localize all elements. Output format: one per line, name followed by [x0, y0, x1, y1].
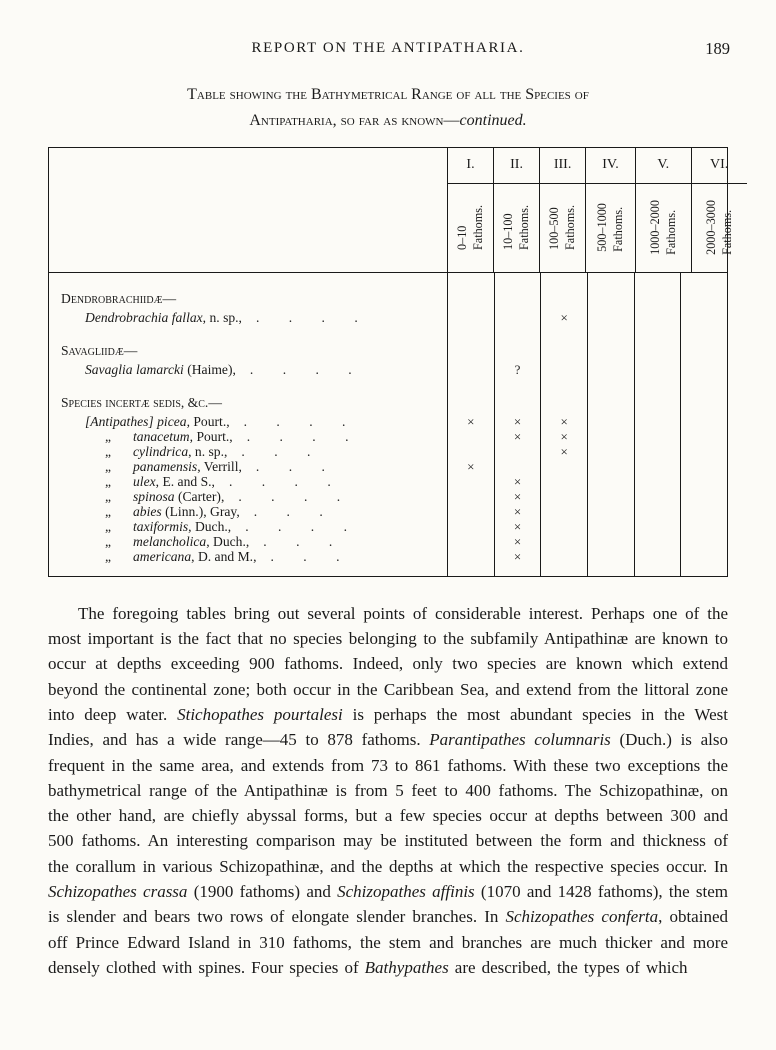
dot-leader: . . . . — [246, 428, 349, 444]
mark-cell — [587, 414, 634, 429]
paragraph-run: is perhaps the most abundant species in the West Indies, and has a wide range—45 to 878 fathoms. — [48, 704, 728, 750]
species-row — [49, 362, 727, 377]
ditto-mark: „ — [105, 488, 112, 504]
column-depth-cell — [585, 184, 635, 272]
species-cell — [49, 362, 447, 377]
mark-cell: × — [494, 429, 541, 444]
mark-cell: × — [494, 414, 541, 429]
mark-cell — [587, 273, 634, 310]
mark-cell — [634, 459, 681, 474]
depth-range: 100–500 — [547, 207, 562, 251]
mark-cell: × — [494, 519, 541, 534]
mark-cell — [680, 414, 727, 429]
species-column-header — [49, 148, 447, 272]
mark-cell — [680, 362, 727, 377]
column-numeral: IV. — [585, 148, 635, 184]
mark-cell — [447, 362, 494, 377]
ditto-mark: „ — [105, 518, 112, 534]
mark-cell — [587, 474, 634, 489]
paragraph-run: The foregoing tables bring out several points of considerable interest. Perhaps one of the most important is the fact that no species belonging to the subfamily Antipathinæ are known to occur at depths exceeding 900 fathoms. Indeed, only two species are known which extend beyond the continental zone; both occur in the Caribbean Sea, and extend from the littoral zone into deep water. — [48, 603, 728, 724]
species-authority: , E. and S., — [155, 473, 215, 489]
species-authority: (Haime), — [183, 361, 236, 377]
mark-cell — [447, 489, 494, 504]
mark-cell — [540, 504, 587, 519]
mark-cell — [680, 429, 727, 444]
species-name: spinosa — [133, 488, 175, 504]
paragraph-run: Stichopathes pourtalesi — [177, 704, 343, 724]
dot-leader: . . . . — [249, 361, 352, 377]
table-caption-line2 — [48, 108, 728, 134]
column-depth-label — [703, 200, 736, 255]
species-row — [49, 504, 727, 519]
mark-cell: × — [494, 474, 541, 489]
mark-cell — [680, 564, 727, 576]
mark-cell — [634, 325, 681, 362]
species-row — [49, 474, 727, 489]
mark-cell — [634, 429, 681, 444]
species-cell — [49, 310, 447, 325]
species-name: cylindrica — [133, 443, 189, 459]
mark-cell — [680, 519, 727, 534]
column-depth-label — [500, 205, 533, 250]
mark-cell — [587, 534, 634, 549]
mark-cell: × — [494, 549, 541, 564]
species-row — [49, 534, 727, 549]
column-depth-cell — [447, 184, 493, 272]
mark-cell — [447, 310, 494, 325]
paragraph-run: are described, the types of which — [448, 957, 688, 977]
mark-cell — [447, 325, 494, 362]
mark-cell — [634, 519, 681, 534]
species-row — [49, 489, 727, 504]
species-authority: (Carter), — [174, 488, 225, 504]
species-name: americana — [133, 548, 192, 564]
paragraph-run: Bathypathes — [364, 957, 449, 977]
page-title: REPORT ON THE ANTIPATHARIA. — [251, 40, 525, 56]
mark-cell — [587, 362, 634, 377]
table-caption-line2-text: Antipatharia, so far as known— — [249, 112, 460, 130]
mark-cell — [680, 534, 727, 549]
mark-cell — [680, 549, 727, 564]
column-depth-label — [594, 203, 627, 252]
mark-cell — [494, 444, 541, 459]
table-filler-row — [49, 564, 727, 576]
dot-leader: . . . — [241, 443, 311, 459]
mark-cell — [540, 362, 587, 377]
ditto-mark: „ — [105, 443, 112, 459]
mark-cell — [540, 534, 587, 549]
mark-cell — [494, 459, 541, 474]
species-name: tanacetum — [133, 428, 190, 444]
mark-cell — [447, 474, 494, 489]
mark-cell — [634, 489, 681, 504]
column-depth-cell — [493, 184, 539, 272]
dot-leader: . . . . — [255, 309, 358, 325]
species-cell — [49, 534, 447, 549]
mark-cell — [447, 273, 494, 310]
mark-cell — [634, 273, 681, 310]
column-numeral: II. — [493, 148, 539, 184]
mark-cell — [680, 489, 727, 504]
mark-cell — [447, 519, 494, 534]
species-cell — [49, 444, 447, 459]
mark-cell: × — [447, 459, 494, 474]
mark-cell — [540, 564, 587, 576]
mark-cell — [634, 504, 681, 519]
mark-cell: ? — [494, 362, 541, 377]
species-cell — [49, 474, 447, 489]
mark-cell — [494, 377, 541, 414]
mark-cell — [587, 377, 634, 414]
mark-cell — [634, 377, 681, 414]
column-depth-label — [546, 205, 579, 250]
table-body — [49, 273, 727, 576]
mark-cell — [447, 377, 494, 414]
column-numeral: V. — [635, 148, 691, 184]
paragraph-run: , obtained off Prince Edward Island in 310 fathoms, the stem and branches are much thicker and more densely clothed with spines. Four species of — [48, 907, 728, 977]
mark-cell — [587, 325, 634, 362]
column-numeral: VI. — [691, 148, 747, 184]
species-authority: , D. and M., — [191, 548, 257, 564]
mark-cell — [447, 564, 494, 576]
dot-leader: . . . — [253, 503, 323, 519]
mark-cell — [634, 414, 681, 429]
dot-leader: . . . . — [238, 488, 341, 504]
species-name: ulex — [133, 473, 156, 489]
ditto-mark: „ — [105, 473, 112, 489]
mark-cell — [587, 310, 634, 325]
species-name: [Antipathes] picea — [85, 413, 187, 429]
depth-range: 2000–3000 — [703, 200, 718, 256]
dot-leader: . . . — [263, 533, 333, 549]
species-row — [49, 414, 727, 429]
species-authority: , Verrill, — [197, 458, 242, 474]
dot-leader: . . . . — [228, 473, 331, 489]
column-depth-cell — [635, 184, 691, 272]
mark-cell — [587, 489, 634, 504]
species-row — [49, 444, 727, 459]
mark-cell — [680, 377, 727, 414]
mark-cell — [680, 504, 727, 519]
section-heading-row — [49, 273, 727, 310]
species-name: taxiformis — [133, 518, 189, 534]
species-cell — [49, 489, 447, 504]
mark-cell — [540, 549, 587, 564]
species-cell — [49, 549, 447, 564]
ditto-mark: „ — [105, 548, 112, 564]
mark-cell — [587, 444, 634, 459]
species-authority: (Linn.), Gray, — [161, 503, 240, 519]
species-row — [49, 549, 727, 564]
ditto-mark: „ — [105, 533, 112, 549]
mark-cell: × — [494, 489, 541, 504]
species-name: panamensis — [133, 458, 198, 474]
mark-cell — [540, 474, 587, 489]
mark-cell — [587, 519, 634, 534]
mark-cell: × — [447, 414, 494, 429]
paragraph-run: Schizopathes conferta — [505, 907, 659, 927]
mark-cell — [587, 549, 634, 564]
species-authority: , Pourt., — [189, 428, 233, 444]
depth-unit: Fathoms. — [563, 205, 578, 251]
mark-cell — [634, 362, 681, 377]
depth-unit: Fathoms. — [720, 210, 735, 256]
depth-range: 0–10 — [455, 225, 470, 251]
mark-cell — [634, 534, 681, 549]
mark-cell — [587, 429, 634, 444]
depth-range: 500–1000 — [595, 203, 609, 253]
mark-cell — [634, 310, 681, 325]
species-authority: , Pourt., — [186, 413, 230, 429]
species-authority: , n. sp., — [202, 309, 242, 325]
mark-cell: × — [540, 444, 587, 459]
mark-cell — [680, 325, 727, 362]
mark-cell — [540, 519, 587, 534]
mark-cell — [634, 564, 681, 576]
mark-cell — [634, 474, 681, 489]
species-name: abies — [133, 503, 162, 519]
mark-cell: × — [494, 504, 541, 519]
depth-unit: Fathoms. — [664, 210, 679, 256]
mark-cell — [447, 429, 494, 444]
mark-cell — [540, 273, 587, 310]
species-cell — [49, 459, 447, 474]
paragraph-run: (1070 and 1428 fathoms), the stem is slender and bears two rows of elongate slender branches. In — [48, 882, 729, 927]
mark-cell: × — [494, 534, 541, 549]
mark-cell — [540, 459, 587, 474]
dot-leader: . . . . — [245, 518, 347, 534]
mark-cell — [540, 489, 587, 504]
species-row — [49, 459, 727, 474]
species-row — [49, 310, 727, 325]
species-row — [49, 429, 727, 444]
paragraph-run: (Duch.) is also frequent in the same area, and extends from 73 to 861 fathoms. With these two exceptions the bathymetrical range of the Antipathinæ is from 5 feet to 400 fathoms. The Schizopathinæ, on the other hand, are chiefly abyssal forms, but a few species occur at depths between 300 and 500 fathoms. An interesting comparison may be instituted between the form and thickness of the corallum in various Schizopathinæ, and the depths at which the respective species occur. In — [48, 730, 728, 876]
mark-cell — [540, 325, 587, 362]
column-depth-label — [647, 200, 680, 255]
depth-unit: Fathoms. — [471, 205, 486, 251]
column-depth-label — [454, 205, 487, 250]
dot-leader: . . . . — [243, 413, 346, 429]
depth-unit: Fathoms. — [611, 207, 626, 253]
species-cell — [49, 519, 447, 534]
dot-leader: . . . — [270, 548, 340, 564]
bathymetrical-range-table — [48, 147, 735, 577]
mark-cell — [634, 444, 681, 459]
species-name: Savaglia lamarcki — [85, 361, 184, 377]
section-heading: Savagliidæ— — [61, 342, 138, 358]
mark-cell — [494, 273, 541, 310]
mark-cell — [680, 444, 727, 459]
mark-cell — [447, 549, 494, 564]
mark-cell — [680, 474, 727, 489]
dot-leader: . . . — [255, 458, 325, 474]
species-authority: , Duch., — [188, 518, 232, 534]
column-depth-cell — [691, 184, 747, 272]
mark-cell — [447, 534, 494, 549]
column-depth-cell — [539, 184, 585, 272]
mark-cell — [680, 310, 727, 325]
mark-cell — [587, 504, 634, 519]
species-cell — [49, 429, 447, 444]
mark-cell — [494, 325, 541, 362]
species-row — [49, 519, 727, 534]
paragraph-run: Schizopathes affinis — [337, 882, 475, 902]
ditto-mark: „ — [105, 503, 112, 519]
species-authority: , n. sp., — [188, 443, 228, 459]
table-caption-continued: continued. — [459, 112, 527, 130]
mark-cell — [587, 564, 634, 576]
species-name: melancholica — [133, 533, 207, 549]
paragraph-run: Schizopathes crassa — [48, 882, 188, 902]
section-heading: Species incertæ sedis, &c.— — [61, 394, 222, 410]
column-numeral: III. — [539, 148, 585, 184]
mark-cell: × — [540, 414, 587, 429]
mark-cell: × — [540, 310, 587, 325]
mark-cell — [587, 459, 634, 474]
depth-range: 1000–2000 — [647, 200, 662, 256]
paragraph-run: (1900 fathoms) and — [187, 882, 338, 902]
mark-cell — [447, 444, 494, 459]
species-cell — [49, 504, 447, 519]
species-authority: , Duch., — [206, 533, 250, 549]
species-cell — [49, 414, 447, 429]
section-heading-row — [49, 377, 727, 414]
mark-cell — [494, 564, 541, 576]
depth-unit: Fathoms. — [517, 205, 532, 251]
section-heading-row — [49, 325, 727, 362]
mark-cell — [680, 459, 727, 474]
running-head — [48, 40, 728, 62]
mark-cell — [447, 504, 494, 519]
section-heading: Dendrobrachiidæ— — [61, 290, 177, 306]
body-paragraph — [48, 601, 728, 980]
species-name: Dendrobrachia fallax — [85, 309, 203, 325]
table-caption — [48, 82, 728, 135]
page-number: 189 — [705, 39, 730, 58]
depth-range: 10–100 — [501, 213, 516, 251]
paragraph-run: Parantipathes columnaris — [429, 730, 611, 750]
mark-cell: × — [540, 429, 587, 444]
mark-cell — [634, 549, 681, 564]
mark-cell — [494, 310, 541, 325]
table-header — [49, 148, 735, 273]
column-numeral: I. — [447, 148, 493, 184]
ditto-mark: „ — [105, 428, 112, 444]
table-caption-line1: Table showing the Bathymetrical Range of all the Species of — [187, 86, 589, 103]
mark-cell — [540, 377, 587, 414]
ditto-mark: „ — [105, 458, 112, 474]
mark-cell — [680, 273, 727, 310]
filler-cell — [49, 564, 447, 576]
